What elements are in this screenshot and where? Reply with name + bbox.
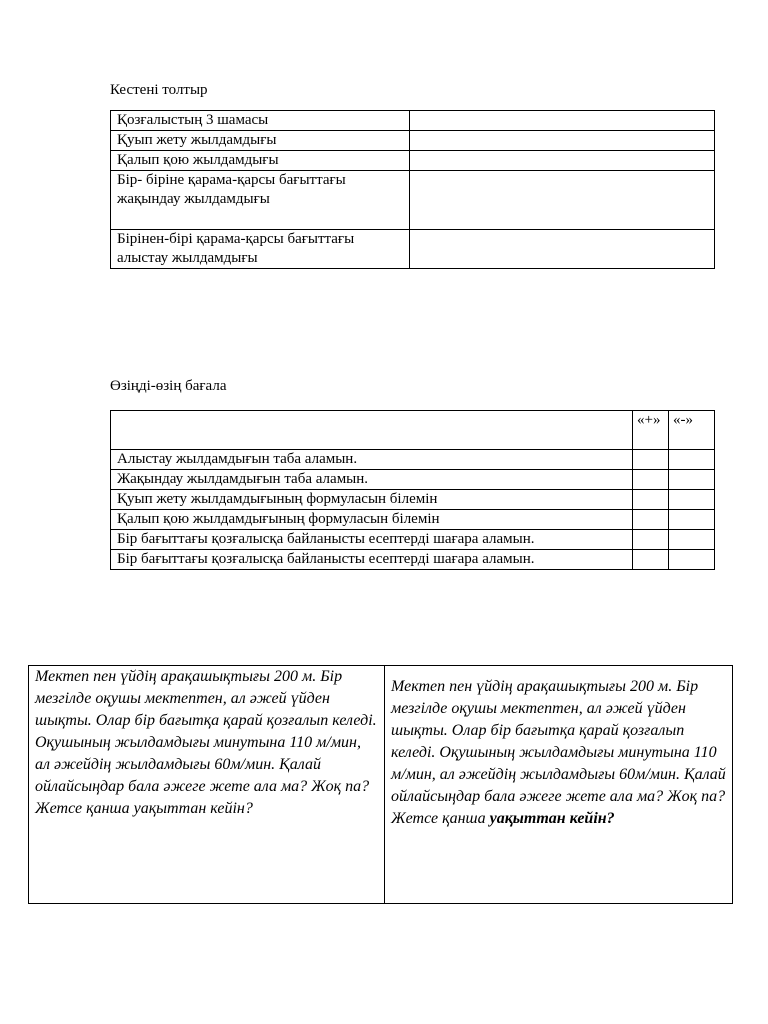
plus-mark-cell[interactable] xyxy=(633,530,669,550)
self-assessment-heading: Өзіңді-өзің бағала xyxy=(110,378,227,394)
word-problem-table xyxy=(28,665,733,904)
table-row xyxy=(111,510,715,530)
table-row xyxy=(111,490,715,510)
plus-mark-cell[interactable] xyxy=(633,490,669,510)
answer-cell[interactable] xyxy=(410,171,715,230)
fill-table-heading: Кестені толтыр xyxy=(110,82,208,98)
table-row xyxy=(111,450,715,470)
table-row xyxy=(111,131,715,151)
answer-cell[interactable] xyxy=(410,111,715,131)
problem-text: Мектеп пен үйдің арақашықтығы 200 м. Бір мезгілде оқушы мектептен, ал әжей үйден шықты. Олар бір бағытқа қарай қозғалып келеді. Оқушының жылдамдығы минутына 110 м/мин, ал әжейдің жылдамдығы 60м/мин. Қалай ойлайсыңдар бала әжеге жете ала ма? Жоқ па? Жетсе қанша xyxy=(391,678,726,827)
table-row xyxy=(111,550,715,570)
answer-cell[interactable] xyxy=(410,151,715,171)
problem-card-left: Мектеп пен үйдің арақашықтығы 200 м. Бір мезгілде оқушы мектептен, ал әжей үйден шықты. Олар бір бағытқа қарай қозғалып келеді. Оқушының жылдамдығы минутына 110 м/мин, ал әжейдің жылдамдығы 60м/мин. Қалай ойлайсыңдар бала әжеге жете ала ма? Жоқ па? Жетсе қанша уақыттан кейін? xyxy=(29,666,385,904)
table-row xyxy=(111,230,715,269)
answer-cell[interactable] xyxy=(410,230,715,269)
table-row xyxy=(111,530,715,550)
row-label: Қалып қою жылдамдығы xyxy=(111,151,410,171)
statement-cell: Бір бағыттағы қозғалысқа байланысты есептерді шағара аламын. xyxy=(111,550,633,570)
table-row xyxy=(111,151,715,171)
minus-mark-cell[interactable] xyxy=(669,490,715,510)
table-row xyxy=(111,111,715,131)
header-empty-cell xyxy=(111,411,633,450)
motion-quantities-table xyxy=(110,110,715,269)
statement-cell: Қалып қою жылдамдығының формуласын білемін xyxy=(111,510,633,530)
row-label: Қуып жету жылдамдығы xyxy=(111,131,410,151)
plus-mark-cell[interactable] xyxy=(633,450,669,470)
minus-mark-cell[interactable] xyxy=(669,530,715,550)
plus-mark-cell[interactable] xyxy=(633,550,669,570)
problem-question-emphasis: уақыттан кейін? xyxy=(489,810,615,827)
minus-mark-cell[interactable] xyxy=(669,550,715,570)
plus-mark-cell[interactable] xyxy=(633,510,669,530)
statement-cell: Жақындау жылдамдығын таба аламын. xyxy=(111,470,633,490)
minus-mark-cell[interactable] xyxy=(669,470,715,490)
minus-mark-cell[interactable] xyxy=(669,510,715,530)
row-label: Қозғалыстың 3 шамасы xyxy=(111,111,410,131)
row-label: Бірінен-бірі қарама-қарсы бағыттағы алыстау жылдамдығы xyxy=(111,230,410,269)
plus-column-header: «+» xyxy=(633,411,669,450)
problem-card-right xyxy=(385,666,733,904)
table-row xyxy=(111,171,715,230)
statement-cell: Алыстау жылдамдығын таба аламын. xyxy=(111,450,633,470)
minus-mark-cell[interactable] xyxy=(669,450,715,470)
table-row xyxy=(29,666,733,904)
statement-cell: Бір бағыттағы қозғалысқа байланысты есептерді шағара аламын. xyxy=(111,530,633,550)
table-row xyxy=(111,470,715,490)
table-header-row xyxy=(111,411,715,450)
minus-column-header: «-» xyxy=(669,411,715,450)
answer-cell[interactable] xyxy=(410,131,715,151)
row-label: Бір- біріне қарама-қарсы бағыттағы жақындау жылдамдығы xyxy=(111,171,410,230)
self-assessment-table xyxy=(110,410,715,570)
plus-mark-cell[interactable] xyxy=(633,470,669,490)
statement-cell: Қуып жету жылдамдығының формуласын білемін xyxy=(111,490,633,510)
